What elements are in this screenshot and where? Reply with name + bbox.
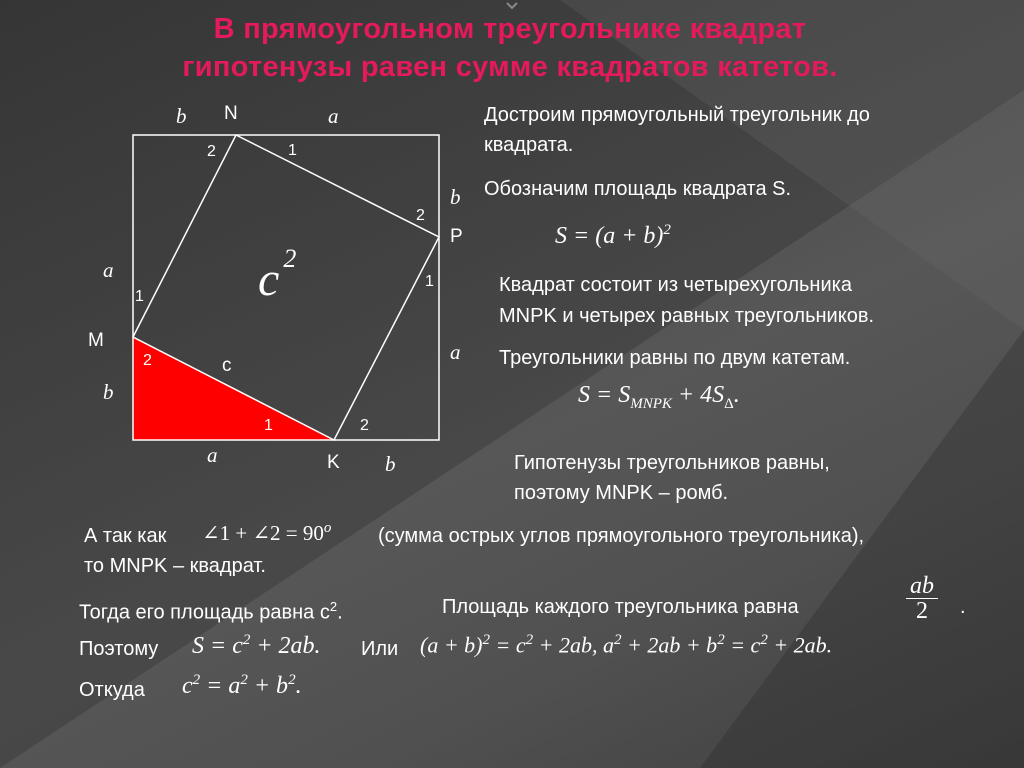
angle-p-2: 2 bbox=[416, 207, 425, 224]
angle-n-1: 1 bbox=[288, 142, 297, 159]
text-p8-or: Или bbox=[361, 638, 399, 660]
label-top-b: b bbox=[176, 104, 187, 128]
text-p3a: Квадрат состоит из четырехугольника bbox=[499, 274, 852, 296]
text-p6-suffix: (сумма острых углов прямоугольного треугольника), bbox=[378, 525, 865, 547]
label-vertex-m: M bbox=[88, 330, 104, 351]
text-p4: Треугольники равны по двум катетам. bbox=[499, 347, 851, 369]
angle-n-2: 2 bbox=[207, 143, 216, 160]
text-p7a: Тогда его площадь равна $c^2$. bbox=[79, 599, 343, 624]
formula-angles: ∠1 + ∠2 = $90^o$ bbox=[202, 520, 332, 545]
center-exp: 2 bbox=[283, 244, 297, 273]
angle-m-1: 1 bbox=[135, 288, 144, 305]
angle-k-1: 1 bbox=[264, 417, 273, 434]
text-p7b: Площадь каждого треугольника равна bbox=[442, 596, 799, 618]
label-left-a: a bbox=[103, 258, 114, 282]
text-p3b: MNPK и четырех равных треугольников. bbox=[499, 305, 874, 327]
label-bottom-b: b bbox=[385, 452, 396, 476]
hypotenuse-label: c bbox=[222, 355, 232, 376]
label-bottom-a: a bbox=[207, 443, 218, 467]
text-p1a: Достроим прямоугольный треугольник до bbox=[484, 104, 870, 126]
label-top-a: a bbox=[328, 104, 339, 128]
text-p8-prefix: Поэтому bbox=[79, 638, 159, 660]
text-p9-prefix: Откуда bbox=[79, 679, 145, 701]
title-line-1: В прямоугольном треугольнике квадрат bbox=[213, 13, 807, 45]
label-right-b: b bbox=[450, 185, 461, 209]
label-left-b: b bbox=[103, 380, 114, 404]
title-line-2: гипотенузы равен сумме квадратов катетов. bbox=[182, 51, 838, 83]
label-vertex-p: P bbox=[450, 226, 463, 247]
angle-k-2: 2 bbox=[360, 417, 369, 434]
text-p7b-end: . bbox=[960, 596, 966, 618]
angle-p-1: 1 bbox=[425, 273, 434, 290]
text-p5b: поэтому MNPK – ромб. bbox=[514, 482, 729, 504]
formula-ab-over-2: $\frac{ab}{2}$ bbox=[906, 574, 938, 623]
text-p6b: то MNPK – квадрат. bbox=[84, 555, 266, 577]
formula-result: $c^2 = a^2 + b^2$. bbox=[182, 672, 302, 699]
text-p2: Обозначим площадь квадрата S. bbox=[484, 178, 792, 200]
text-p5a: Гипотенузы треугольников равны, bbox=[514, 452, 830, 474]
label-right-a: a bbox=[450, 340, 461, 364]
text-p1b: квадрата. bbox=[484, 134, 574, 156]
angle-m-2: 2 bbox=[143, 352, 152, 369]
label-vertex-n: N bbox=[224, 103, 238, 124]
text-p6-prefix: А так как bbox=[84, 525, 167, 547]
formula-expand: $(a + b)^2 = c^2 + 2ab$, $a^2 + 2ab + b^2 = c^2 + 2ab$. bbox=[420, 632, 833, 658]
center-c: c bbox=[258, 253, 280, 306]
formula-s-c2: $S = c^2 + 2ab$. bbox=[192, 632, 321, 659]
formula-s-square: $S = (a + b)^2$ bbox=[555, 222, 671, 249]
center-c-squared bbox=[258, 244, 297, 307]
label-vertex-k: K bbox=[327, 452, 340, 473]
formula-s-sum: $S = S_{MNPK} + 4S_\Delta$. bbox=[578, 382, 740, 412]
